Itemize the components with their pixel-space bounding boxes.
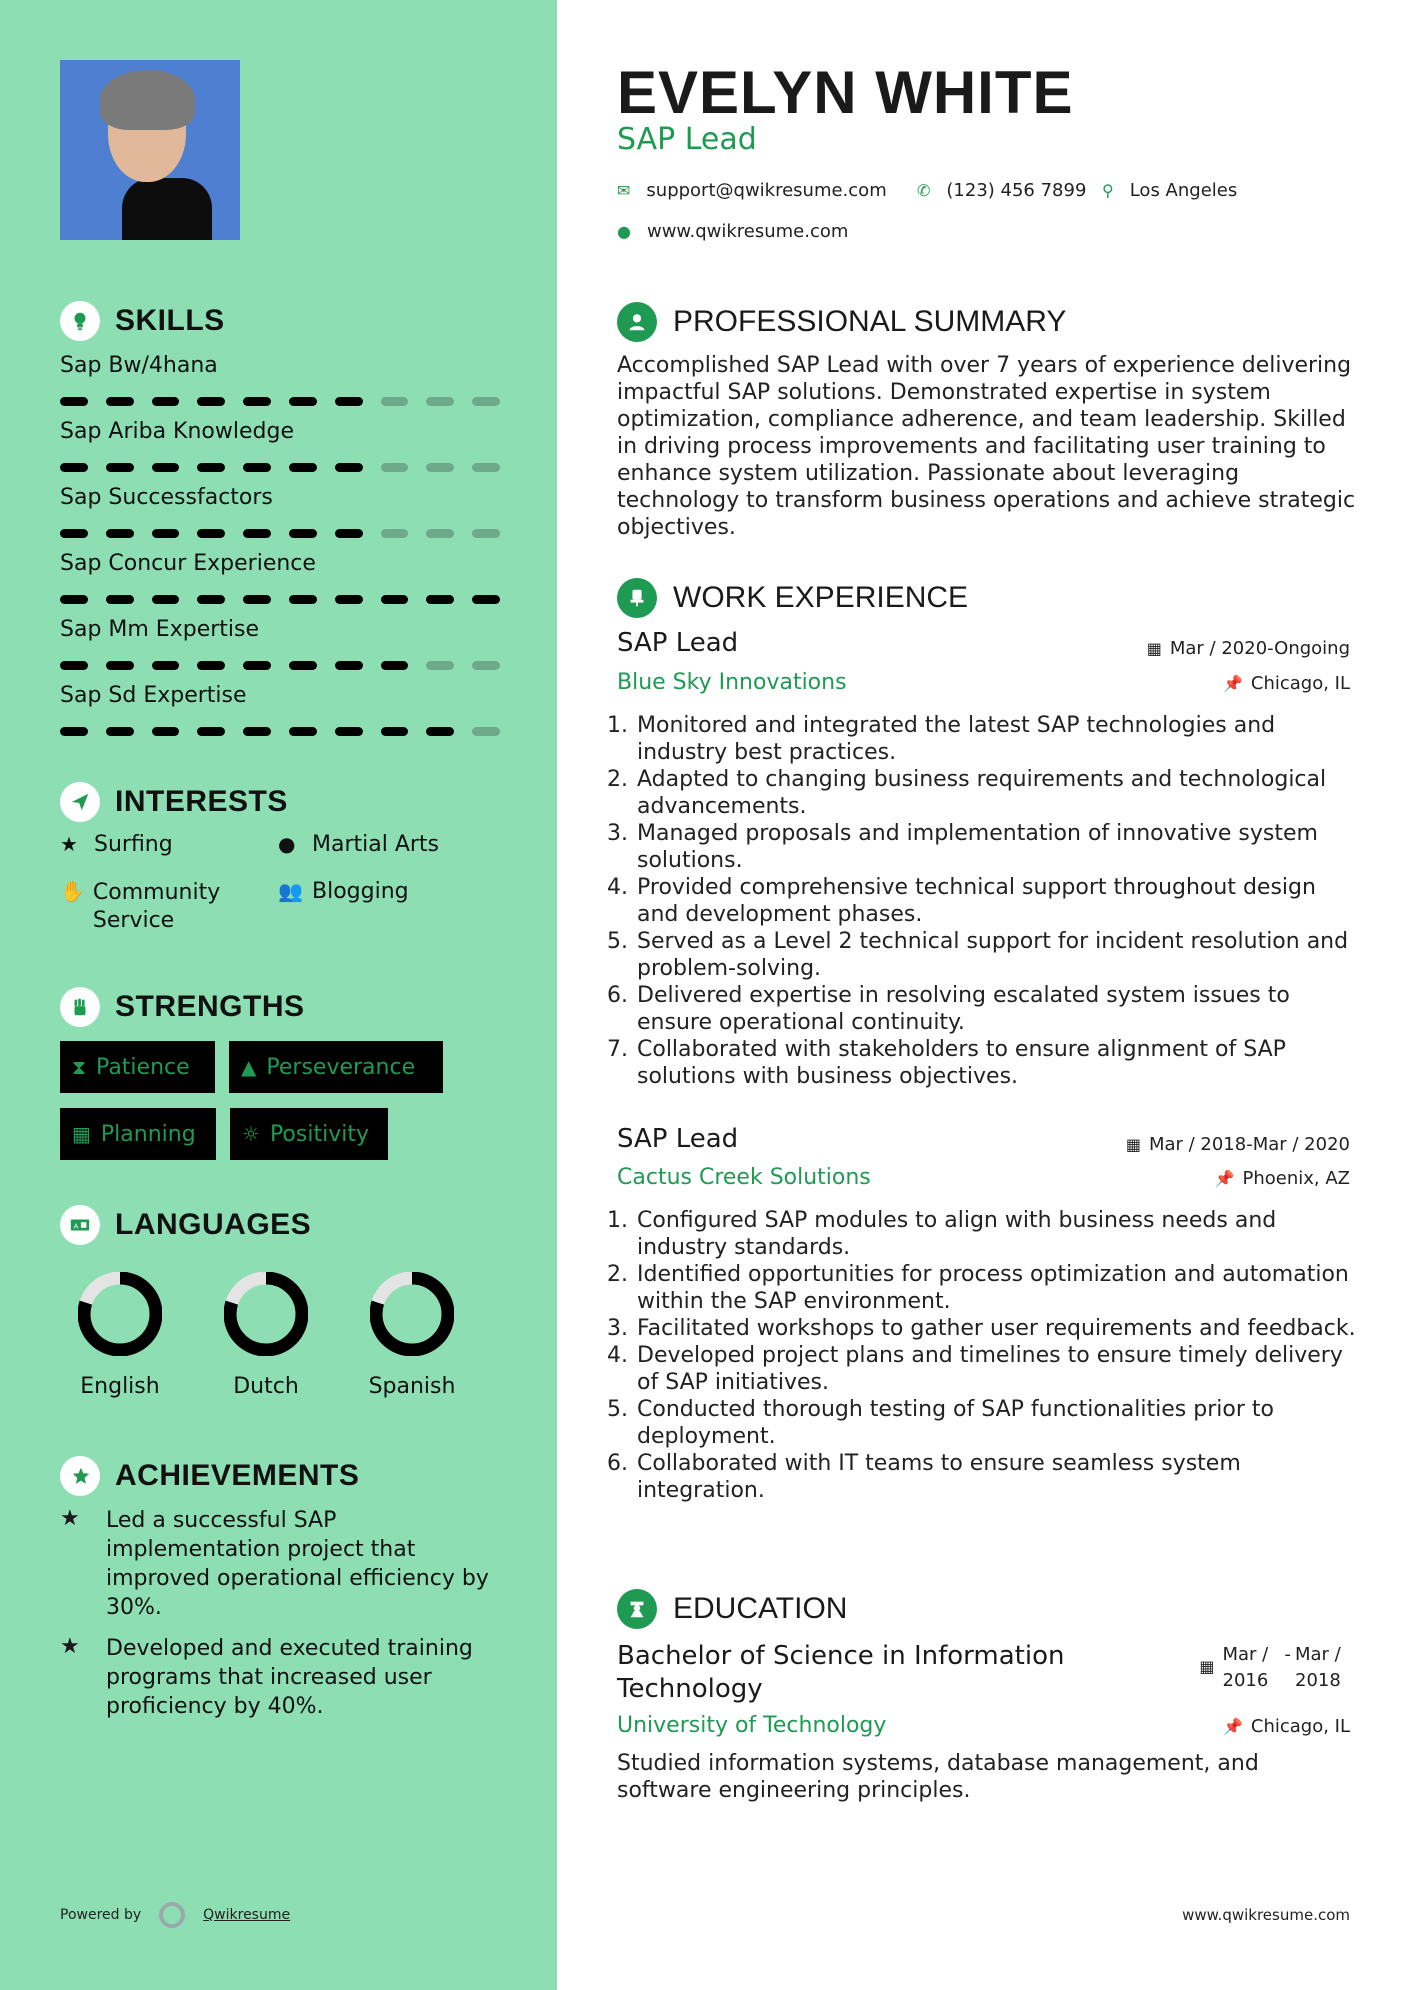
hourglass-icon: ⧗ bbox=[72, 1055, 87, 1079]
skill-item bbox=[60, 617, 500, 670]
skill-level-bar bbox=[60, 595, 500, 604]
fist-icon bbox=[60, 987, 100, 1027]
skills-heading: SKILLS bbox=[60, 301, 225, 341]
achievement-item: ★ Led a successful SAP implementation project that improved operational efficiency by 30%. bbox=[60, 1506, 489, 1620]
job-bullet: 5. Served as a Level 2 technical support for incident resolution and problem-solving. bbox=[635, 928, 1357, 982]
education-description: Studied information systems, database management, and software engineering principles. bbox=[617, 1751, 1259, 1803]
contact-location: ⚲ Los Angeles bbox=[1102, 180, 1238, 201]
calendar-icon: ▦ bbox=[1146, 639, 1162, 658]
hand-icon: ✋ bbox=[60, 879, 85, 903]
education-school: University of Technology bbox=[617, 1713, 887, 1738]
translate-icon bbox=[60, 1205, 100, 1245]
interest-item: ✋ Community Service bbox=[60, 879, 221, 933]
candidate-name: EVELYN WHITE bbox=[617, 59, 1074, 126]
skill-name: Sap Sd Expertise bbox=[60, 683, 247, 708]
skill-level-bar bbox=[60, 397, 500, 406]
experience-heading: WORK EXPERIENCE bbox=[617, 578, 968, 618]
skill-name: Sap Mm Expertise bbox=[60, 617, 260, 642]
achievement-item: ★ Developed and executed training programs that increased user proficiency by 40%. bbox=[60, 1634, 473, 1719]
interests-heading: INTERESTS bbox=[60, 782, 288, 822]
skill-level-bar bbox=[60, 661, 500, 670]
strength-badge: ⧗ Patience bbox=[60, 1041, 215, 1093]
skill-level-bar bbox=[60, 529, 500, 538]
job-title: SAP Lead bbox=[617, 628, 739, 658]
pushpin-icon: 📌 bbox=[1222, 1717, 1243, 1736]
calendar-icon: ▦ bbox=[1199, 1657, 1215, 1676]
qwikresume-logo-icon bbox=[159, 1902, 185, 1928]
skill-item bbox=[60, 551, 500, 604]
job-bullet: 7. Collaborated with stakeholders to ensure alignment of SAP solutions with business objectives. bbox=[635, 1036, 1357, 1090]
strengths-heading: STRENGTHS bbox=[60, 987, 305, 1027]
chair-icon bbox=[617, 578, 657, 618]
star-icon: ★ bbox=[60, 1506, 80, 1531]
language-item bbox=[206, 1272, 326, 1399]
summary-heading: PROFESSIONAL SUMMARY bbox=[617, 302, 1066, 342]
job-bullet: 3. Managed proposals and implementation of innovative system solutions. bbox=[635, 820, 1357, 874]
interest-item: 👥 Blogging bbox=[278, 879, 409, 904]
users-icon: 👥 bbox=[278, 879, 303, 903]
skill-item bbox=[60, 353, 500, 406]
skill-name: Sap Successfactors bbox=[60, 485, 273, 510]
job-bullet: 4. Developed project plans and timelines to ensure timely delivery of SAP initiatives. bbox=[635, 1342, 1357, 1396]
skill-item bbox=[60, 419, 500, 472]
language-item bbox=[60, 1272, 180, 1399]
sun-icon: ☼ bbox=[242, 1122, 260, 1146]
education-dates: ▦ Mar / 2016 - Mar / 2018 bbox=[1199, 1644, 1341, 1691]
language-name: English bbox=[80, 1374, 160, 1399]
job-bullet: 3. Facilitated workshops to gather user requirements and feedback. bbox=[635, 1315, 1357, 1342]
job-bullet: 6. Collaborated with IT teams to ensure seamless system integration. bbox=[635, 1450, 1357, 1504]
education-heading: EDUCATION bbox=[617, 1589, 847, 1629]
envelope-icon: ✉ bbox=[617, 181, 631, 200]
interest-item: ★ Surfing bbox=[60, 832, 173, 857]
lightbulb-icon bbox=[60, 301, 100, 341]
powered-by: Powered by Qwikresume bbox=[60, 1902, 290, 1928]
language-name: Spanish bbox=[368, 1374, 456, 1399]
interest-item: ● Martial Arts bbox=[278, 832, 440, 857]
calendar-icon: ▦ bbox=[1125, 1135, 1141, 1154]
languages-heading: A LANGUAGES bbox=[60, 1205, 311, 1245]
job-bullet: 2. Adapted to changing business requirements and technological advancements. bbox=[635, 766, 1357, 820]
main-content bbox=[557, 0, 1407, 1990]
map-pin-icon: ⚲ bbox=[1102, 181, 1114, 200]
calendar-icon: ▦ bbox=[72, 1122, 91, 1146]
job-dates: ▦ Mar / 2020-Ongoing bbox=[1146, 638, 1350, 659]
qwikresume-link[interactable]: Qwikresume bbox=[203, 1907, 291, 1923]
job-bullets bbox=[617, 1207, 1357, 1504]
language-proficiency-donut bbox=[78, 1272, 162, 1356]
pushpin-icon: 📌 bbox=[1222, 674, 1243, 693]
skill-item bbox=[60, 485, 500, 538]
road-icon: ▲ bbox=[241, 1055, 257, 1079]
graduate-icon bbox=[617, 1589, 657, 1629]
job-bullet: 5. Conducted thorough testing of SAP functionalities prior to deployment. bbox=[635, 1396, 1357, 1450]
education-location: 📌 Chicago, IL bbox=[1222, 1716, 1350, 1737]
contact-email: ✉ support@qwikresume.com bbox=[617, 180, 887, 201]
summary-text: Accomplished SAP Lead with over 7 years of experience delivering impactful SAP solutions. Demonstrated expertise in system optimization, compliance adherence, and team leadership. Skilled in driving process improvements and facilitating user training to enhance system utilization. Passionate about leveraging technology to transform business operations and achieve strategic objectives. bbox=[617, 353, 1356, 540]
language-item bbox=[352, 1272, 472, 1399]
profile-photo bbox=[60, 60, 240, 240]
strength-badge: ☼ Positivity bbox=[230, 1108, 388, 1160]
globe-icon: ● bbox=[617, 222, 631, 241]
star-badge-icon bbox=[60, 1456, 100, 1496]
candidate-role: SAP Lead bbox=[617, 122, 757, 157]
strength-badge: ▦ Planning bbox=[60, 1108, 216, 1160]
skill-name: Sap Concur Experience bbox=[60, 551, 316, 576]
job-company: Blue Sky Innovations bbox=[617, 670, 847, 695]
job-bullet: 1. Monitored and integrated the latest SAP technologies and industry best practices. bbox=[635, 712, 1357, 766]
skill-name: Sap Ariba Knowledge bbox=[60, 419, 294, 444]
job-bullet: 2. Identified opportunities for process optimization and automation within the SAP environment. bbox=[635, 1261, 1357, 1315]
job-bullet: 4. Provided comprehensive technical support throughout design and development phases. bbox=[635, 874, 1357, 928]
star-icon: ★ bbox=[60, 1634, 80, 1659]
svg-text:A: A bbox=[73, 1221, 79, 1231]
footer-url[interactable]: www.qwikresume.com bbox=[1182, 1906, 1350, 1924]
job-company: Cactus Creek Solutions bbox=[617, 1165, 871, 1190]
job-location: 📌 Chicago, IL bbox=[1222, 673, 1350, 694]
language-proficiency-donut bbox=[370, 1272, 454, 1356]
contact-website: ● www.qwikresume.com bbox=[617, 221, 849, 242]
globe-icon: ● bbox=[278, 832, 296, 856]
job-dates: ▦ Mar / 2018-Mar / 2020 bbox=[1125, 1134, 1350, 1155]
pushpin-icon: 📌 bbox=[1214, 1169, 1235, 1188]
job-bullets bbox=[617, 712, 1357, 1090]
job-location: 📌 Phoenix, AZ bbox=[1214, 1168, 1350, 1189]
achievements-heading: ACHIEVEMENTS bbox=[60, 1456, 359, 1496]
job-bullet: 1. Configured SAP modules to align with business needs and industry standards. bbox=[635, 1207, 1357, 1261]
degree-title: Bachelor of Science in Information Technology bbox=[617, 1641, 1065, 1704]
skill-item bbox=[60, 683, 500, 736]
paper-plane-icon bbox=[60, 782, 100, 822]
star-icon: ★ bbox=[60, 832, 78, 856]
strength-badge: ▲ Perseverance bbox=[229, 1041, 443, 1093]
skill-level-bar bbox=[60, 463, 500, 472]
skill-level-bar bbox=[60, 727, 500, 736]
skill-name: Sap Bw/4hana bbox=[60, 353, 218, 378]
job-title: SAP Lead bbox=[617, 1124, 739, 1154]
phone-icon: ✆ bbox=[917, 181, 931, 200]
job-bullet: 6. Delivered expertise in resolving escalated system issues to ensure operational continuity. bbox=[635, 982, 1357, 1036]
sidebar bbox=[0, 0, 557, 1990]
language-proficiency-donut bbox=[224, 1272, 308, 1356]
user-icon bbox=[617, 302, 657, 342]
contact-phone: ✆ (123) 456 7899 bbox=[917, 180, 1087, 201]
language-name: Dutch bbox=[233, 1374, 299, 1399]
